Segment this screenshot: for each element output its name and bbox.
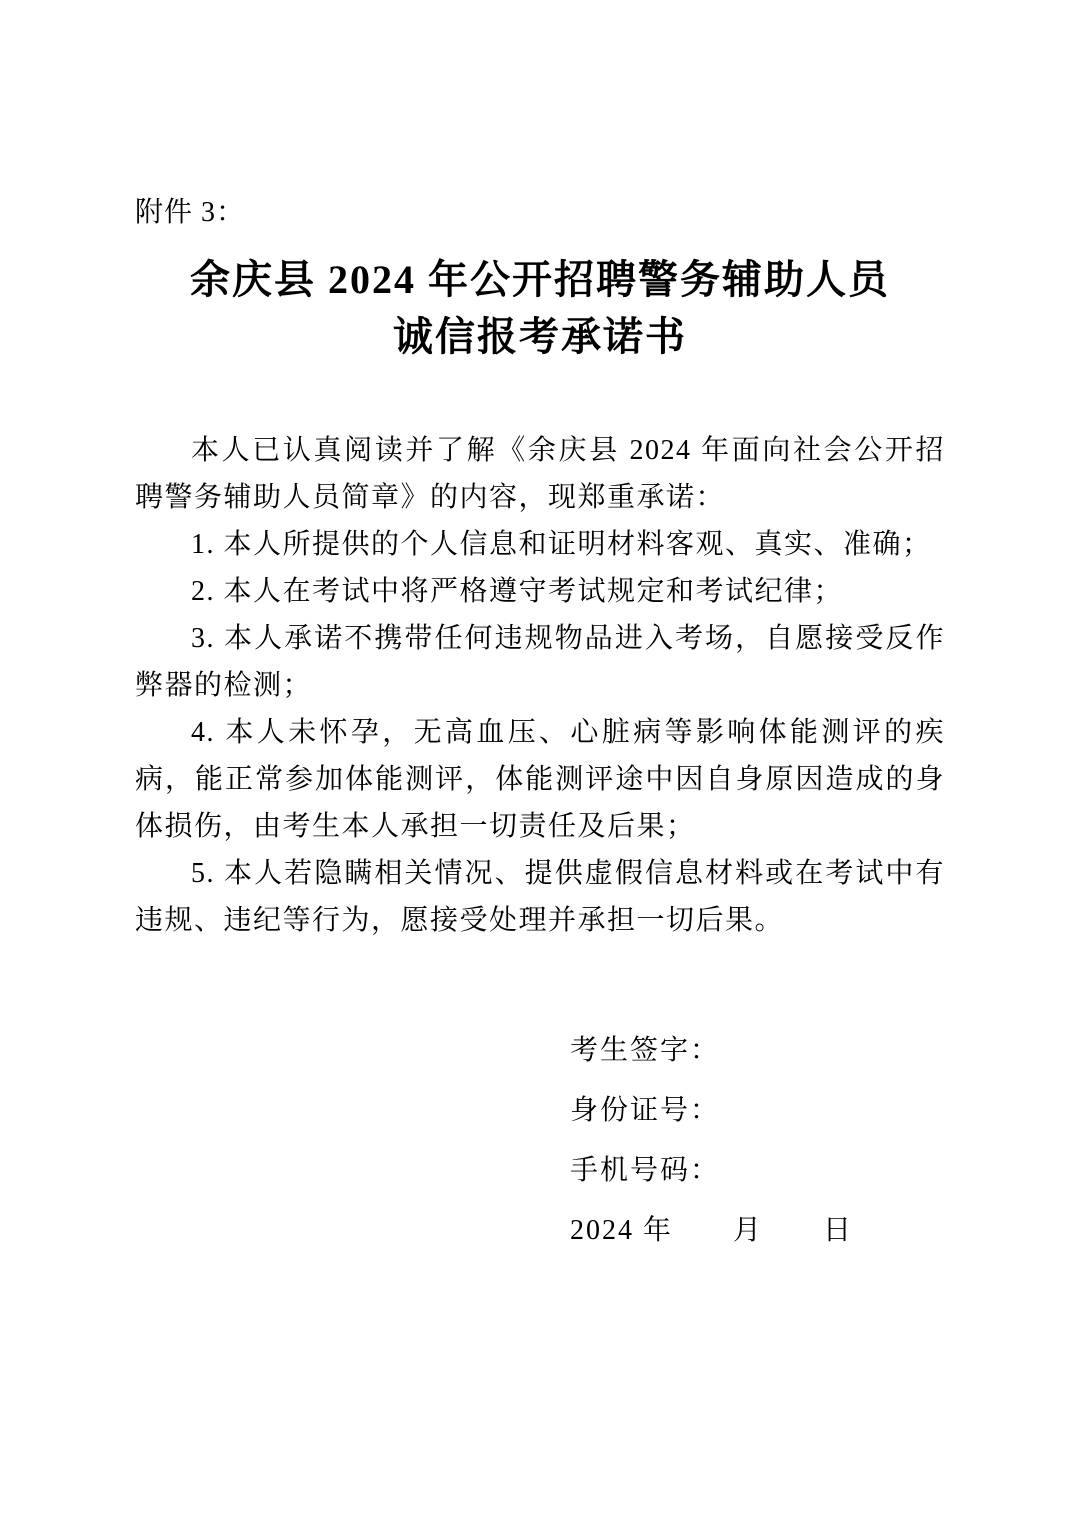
phone-number-label: 手机号码： bbox=[570, 1155, 721, 1186]
date-line: 2024 年 月 日 bbox=[570, 1215, 854, 1246]
document-body bbox=[135, 427, 945, 944]
paragraph-item-5: 5. 本人若隐瞒相关情况、提供虚假信息材料或在考试中有违规、违纪等行为，愿接受处理并承担一切后果。 bbox=[135, 858, 945, 936]
paragraph-item-1: 1. 本人所提供的个人信息和证明材料客观、真实、准确； bbox=[191, 529, 932, 560]
paragraph-item-3: 3. 本人承诺不携带任何违规物品进入考场，自愿接受反作弊器的检测； bbox=[135, 623, 945, 701]
paragraph-item-2: 2. 本人在考试中将严格遵守考试规定和考试纪律； bbox=[191, 576, 844, 607]
attachment-label: 附件 3： bbox=[135, 197, 246, 228]
signature-block bbox=[570, 1036, 945, 1246]
signer-signature-label: 考生签字： bbox=[570, 1035, 721, 1066]
document-title-line1: 余庆县 2024 年公开招聘警务辅助人员 bbox=[190, 257, 890, 302]
id-number-label: 身份证号： bbox=[570, 1095, 721, 1126]
paragraph-item-4: 4. 本人未怀孕，无高血压、心脏病等影响体能测评的疾病，能正常参加体能测评，体能测评途中因自身原因造成的身体损伤，由考生本人承担一切责任及后果； bbox=[135, 717, 945, 842]
paragraph-intro: 本人已认真阅读并了解《余庆县 2024 年面向社会公开招聘警务辅助人员简章》的内容，现郑重承诺： bbox=[135, 435, 945, 513]
document-title bbox=[135, 251, 945, 365]
document-title-line2: 诚信报考承诺书 bbox=[393, 314, 687, 359]
